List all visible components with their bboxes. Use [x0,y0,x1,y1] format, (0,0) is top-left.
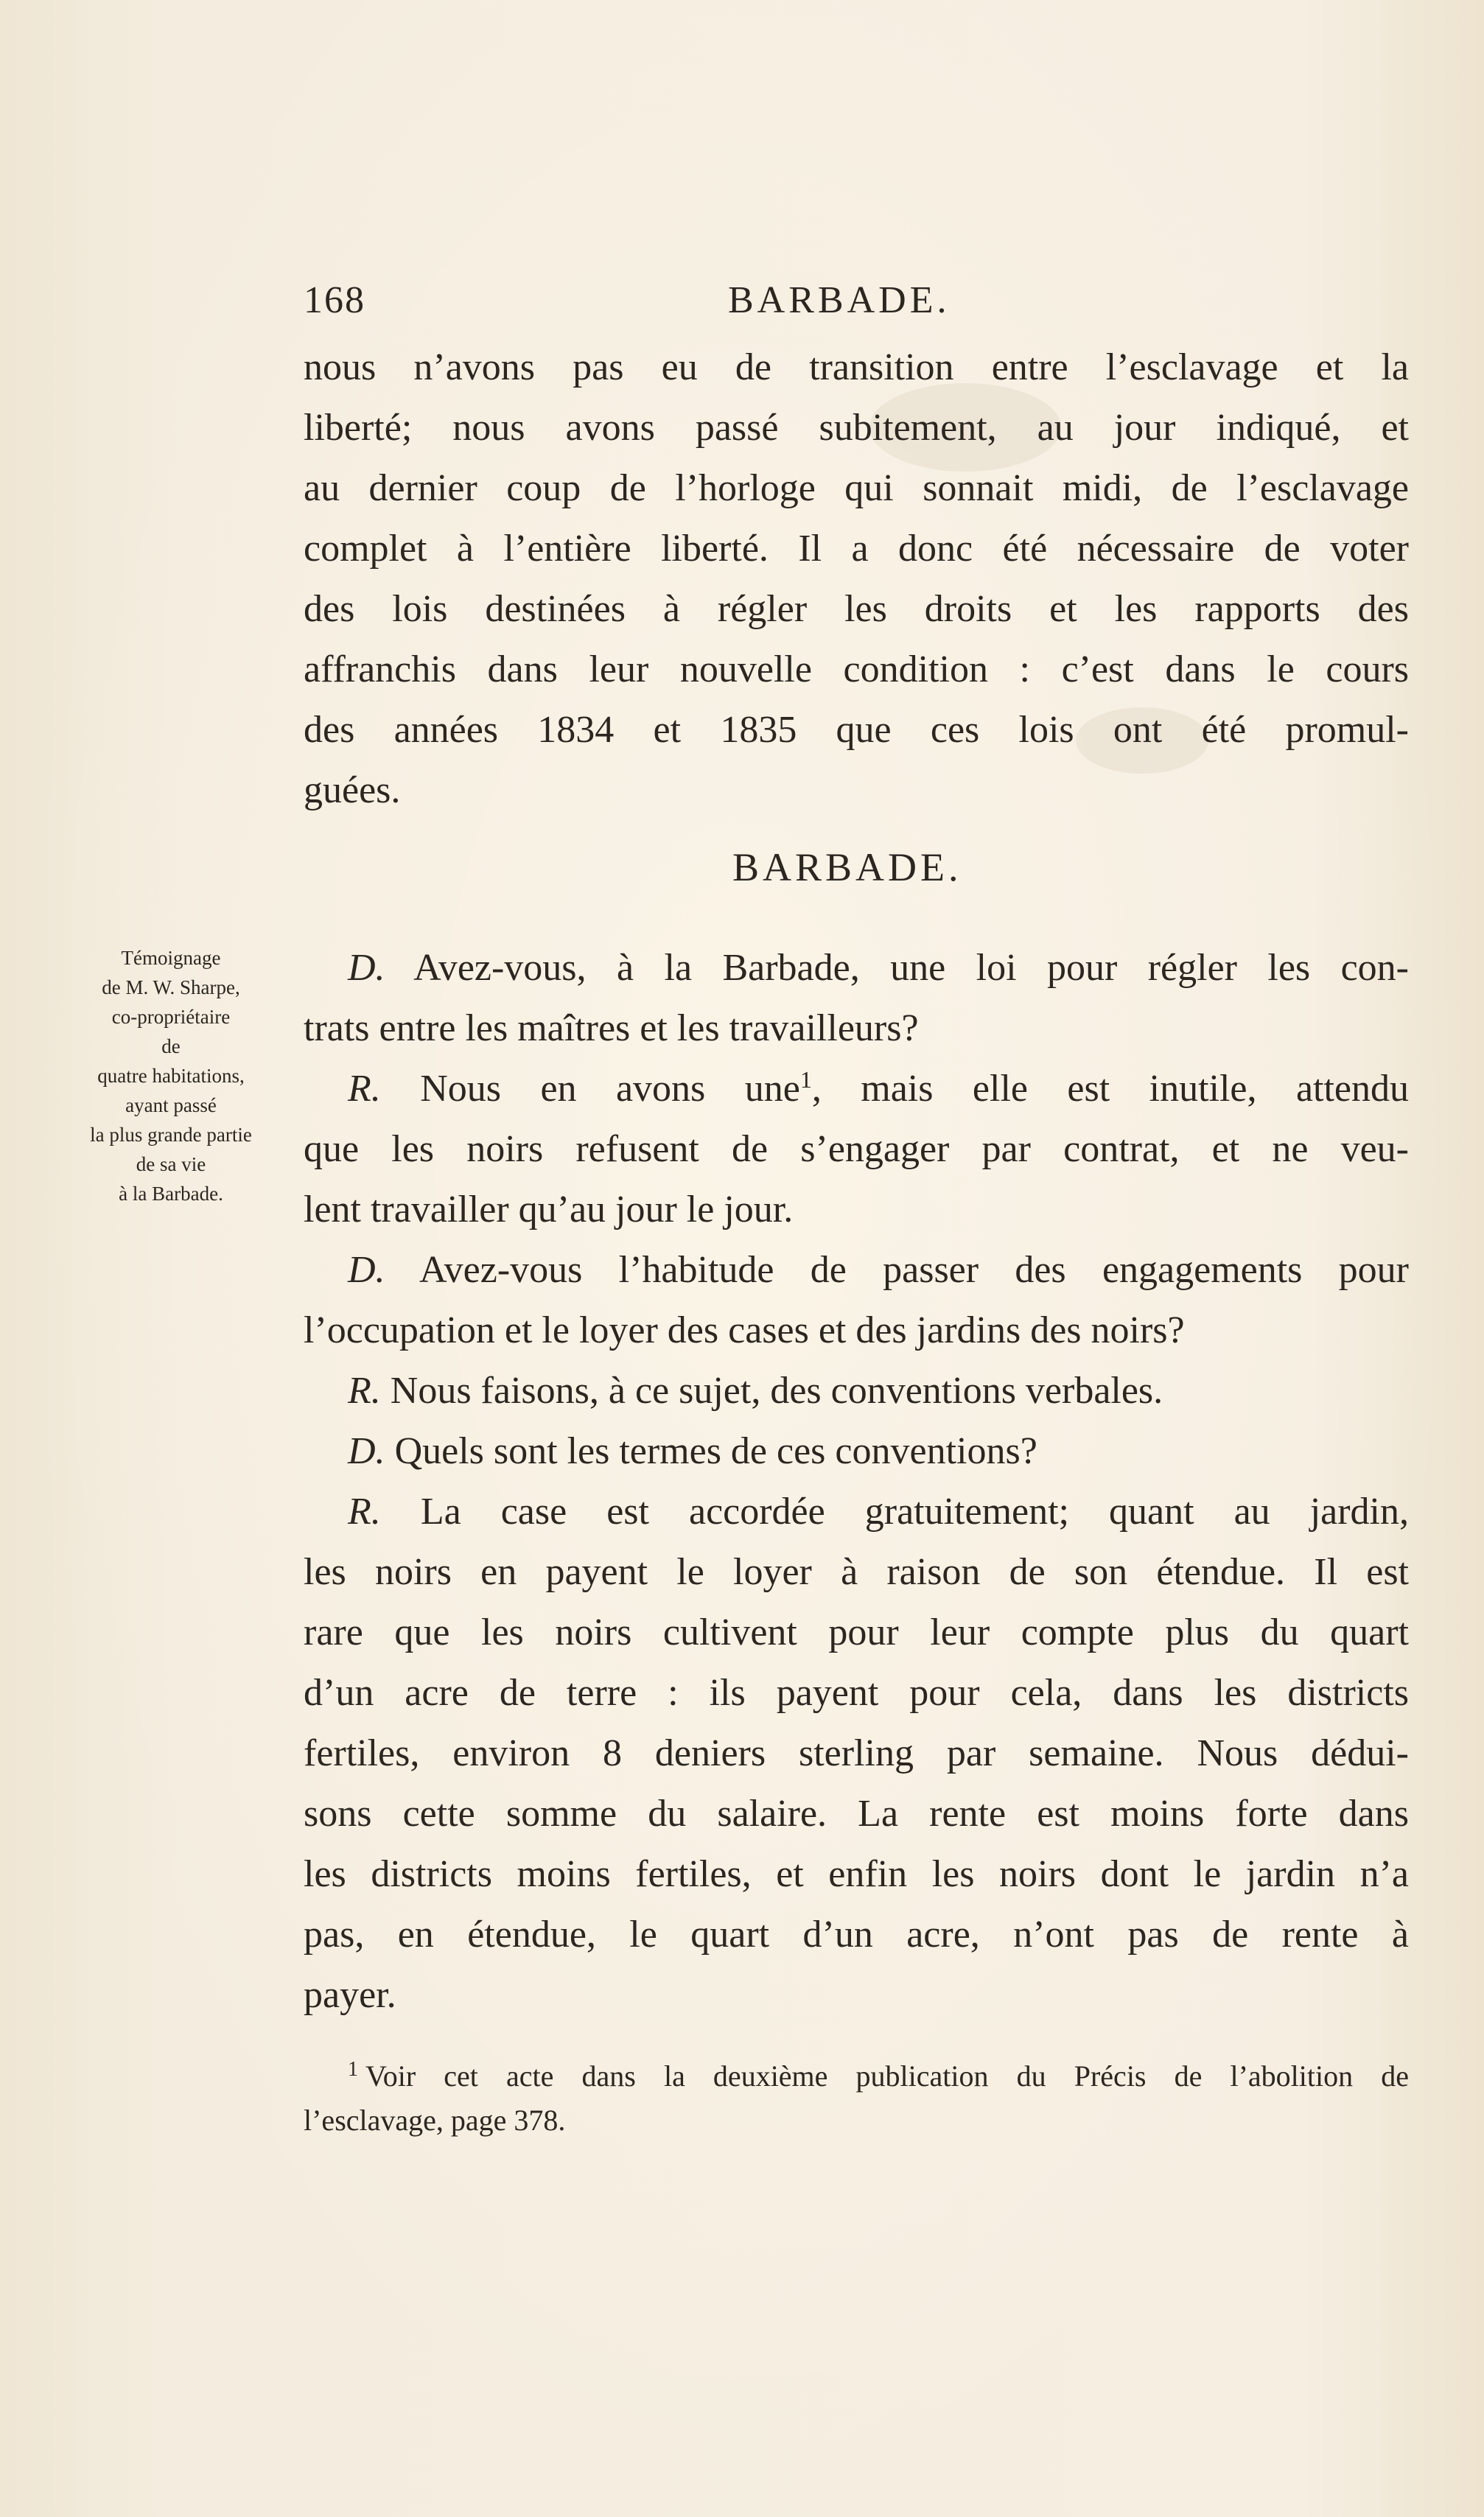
dialog-text: Quels sont les termes de ces conventions? [394,1430,1037,1472]
answer-line [304,1361,1409,1421]
text-line: affranchis dans leur nouvelle condition : c’est dans le cours [304,648,1409,690]
speaker-label: R. [348,1370,381,1412]
footnote [304,2054,1409,2143]
margin-note [46,943,296,1208]
question-line: trats entre les maîtres et les travailleurs? [304,1007,919,1049]
margin-note-line: de M. W. Sharpe, [102,976,240,998]
text-line: complet à l’entière liberté. Il a donc été nécessaire de voter [304,528,1409,570]
page-number: 168 [304,279,365,321]
question-line [304,938,1409,998]
answer-line: lent travailler qu’au jour le jour. [304,1189,794,1231]
speaker-label: D. [348,1430,385,1472]
text-line: liberté; nous avons passé subitement, au jour indiqué, et [304,407,1409,449]
intro-paragraph [304,337,1409,821]
text-line: guées. [304,769,401,811]
speaker-label: D. [348,947,385,989]
answer-line: pas, en étendue, le quart d’un acre, n’ont pas de rente à [304,1914,1409,1956]
dialog [304,938,1409,2026]
dialog-text: La case est accordée gratuitement; quant au jardin, [420,1491,1409,1533]
margin-note-line: quatre habitations, [97,1065,245,1087]
footnote-line: l’esclavage, page 378. [304,2104,566,2137]
answer-line [304,1482,1409,1542]
margin-note-line: de [161,1035,181,1057]
text-line: des lois destinées à régler les droits et les rapports des [304,588,1409,630]
answer-line: les noirs en payent le loyer à raison de son étendue. Il est [304,1551,1409,1593]
answer-line: rare que les noirs cultivent pour leur compte plus du quart [304,1611,1409,1653]
question-line: l’occupation et le loyer des cases et des jardins des noirs? [304,1309,1185,1351]
answer-line [304,1059,1409,1119]
dialog-text: Nous en avons une [420,1068,800,1110]
footnote-text: Voir cet acte dans la deuxième publication du Précis de l’abolition de [365,2059,1409,2093]
running-title: BARBADE. [728,279,951,321]
text-line: nous n’avons pas eu de transition entre l’esclavage et la [304,346,1409,388]
dialog-text: Avez-vous l’habitude de passer des engagements pour [419,1249,1409,1291]
dialog-text: Avez-vous, à la Barbade, une loi pour régler les con- [413,947,1409,989]
answer-line: que les noirs refusent de s’engager par contrat, et ne veu- [304,1128,1409,1170]
margin-note-line: de sa vie [136,1153,206,1175]
footnote-line [304,2054,1409,2098]
text-line: des années 1834 et 1835 que ces lois ont été promul- [304,709,1409,751]
question-line [304,1240,1409,1300]
question-line [304,1421,1409,1482]
dialog-text: , mais elle est inutile, attendu [811,1068,1410,1110]
margin-note-line: la plus grande partie [90,1124,252,1146]
answer-line: d’un acre de terre : ils payent pour cela, dans les districts [304,1672,1409,1714]
footnote-ref: 1 [799,1066,812,1093]
footnote-mark: 1 [348,2058,358,2081]
margin-note-line: Témoignage [121,947,221,969]
answer-line: fertiles, environ 8 deniers sterling par semaine. Nous dédui- [304,1732,1409,1774]
answer-line: sons cette somme du salaire. La rente est moins forte dans [304,1793,1409,1835]
margin-note-line: co-propriétaire [111,1006,231,1028]
margin-note-line: à la Barbade. [119,1183,223,1205]
speaker-label: R. [348,1068,381,1110]
section-heading: BARBADE. [732,845,962,889]
running-head [304,279,1409,323]
answer-line: les districts moins fertiles, et enfin les noirs dont le jardin n’a [304,1853,1409,1895]
speaker-label: D. [348,1249,385,1291]
text-line: au dernier coup de l’horloge qui sonnait midi, de l’esclavage [304,467,1409,509]
answer-line: payer. [304,1974,396,2016]
speaker-label: R. [348,1491,381,1533]
dialog-text: Nous faisons, à ce sujet, des conventions verbales. [390,1370,1163,1412]
margin-note-line: ayant passé [125,1094,217,1116]
